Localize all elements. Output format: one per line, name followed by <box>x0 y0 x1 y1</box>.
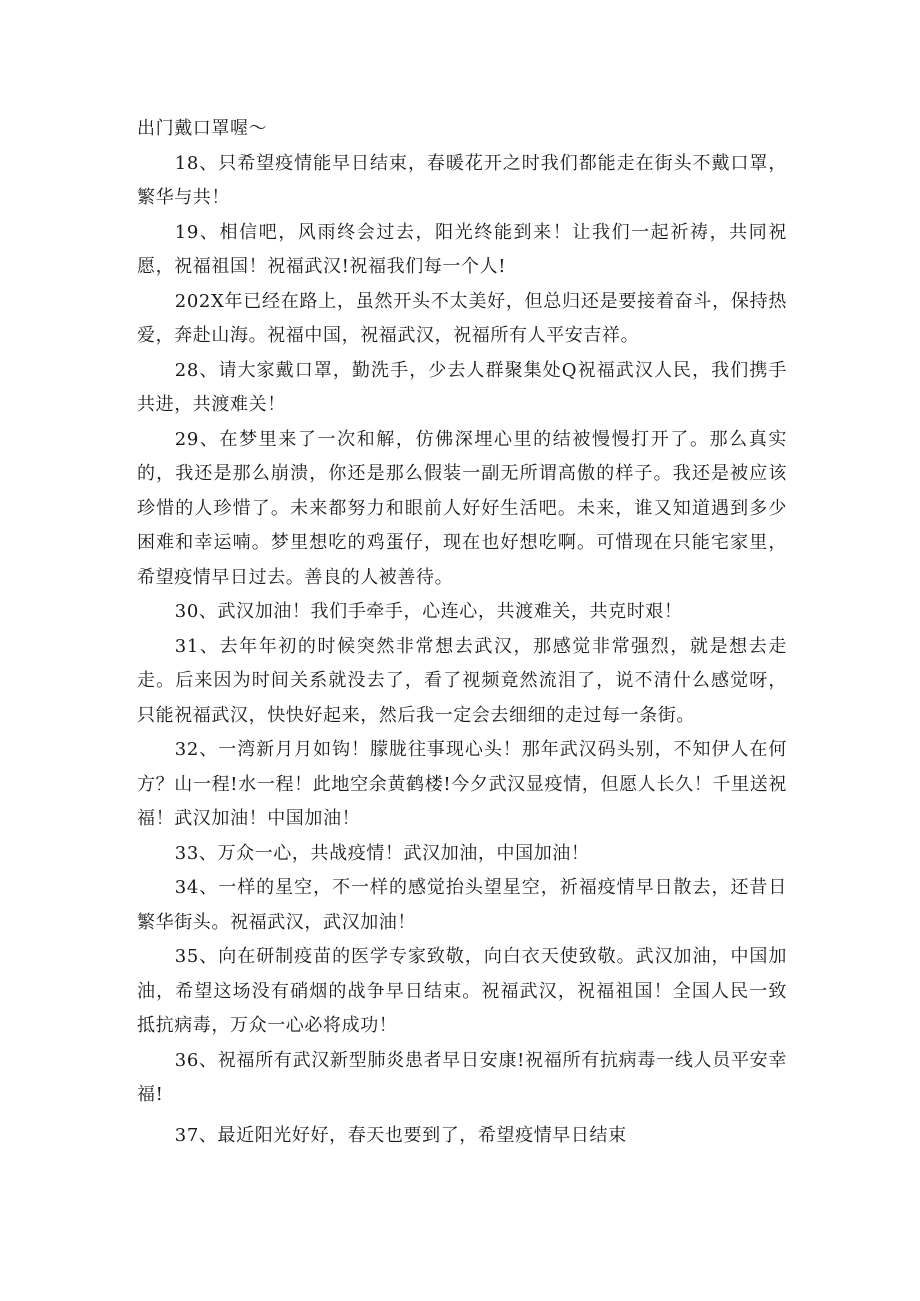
paragraph-35: 35、向在研制疫苗的医学专家致敬，向白衣天使致敬。武汉加油，中国加油，希望这场没有硝烟的战争早日结束。祝福武汉，祝福祖国！全国人民一致抵抗病毒，万众一心必将成功！ <box>137 946 787 1036</box>
paragraph-34: 34、一样的星空，不一样的感觉抬头望星空，祈福疫情早日散去，还昔日繁华街头。祝福武汉，武汉加油！ <box>137 877 787 933</box>
document-body <box>137 112 787 1153</box>
paragraph-19: 19、相信吧，风雨终会过去，阳光终能到来！让我们一起祈祷，共同祝愿，祝福祖国！祝福武汉!祝福我们每一个人! <box>137 221 787 277</box>
paragraph-29: 29、在梦里来了一次和解，仿佛深埋心里的结被慢慢打开了。那么真实的，我还是那么崩溃，你还是那么假装一副无所谓高傲的样子。我还是被应该珍惜的人珍惜了。未来都努力和眼前人好好生活吧。未来，谁又知道遇到多少困难和幸运喃。梦里想吃的鸡蛋仔，现在也好想吃啊。可惜现在只能宅家里，希望疫情早日过去。善良的人被善待。 <box>137 428 787 588</box>
paragraph-31: 31、去年年初的时候突然非常想去武汉，那感觉非常强烈，就是想去走走。后来因为时间关系就没去了，看了视频竟然流泪了，说不清什么感觉呀，只能祝福武汉，快快好起来，然后我一定会去细细的走过每一条街。 <box>137 635 787 726</box>
paragraph-36: 36、祝福所有武汉新型肺炎患者早日安康!祝福所有抗病毒一线人员平安幸福! <box>137 1049 787 1105</box>
paragraph-28: 28、请大家戴口罩，勤洗手，少去人群聚集处Q祝福武汉人民，我们携手共进，共渡难关！ <box>137 359 787 415</box>
paragraph-202x: 202X年已经在路上，虽然开头不太美好，但总归还是要接着奋斗，保持热爱，奔赴山海。祝福中国，祝福武汉，祝福所有人平安吉祥。 <box>137 290 787 346</box>
paragraph-18: 18、只希望疫情能早日结束，春暖花开之时我们都能走在街头不戴口罩，繁华与共！ <box>137 152 787 208</box>
paragraph-continuation: 出门戴口罩喔～ <box>137 118 268 139</box>
paragraph-30: 30、武汉加油！我们手牵手，心连心，共渡难关，共克时艰！ <box>174 601 683 622</box>
paragraph-33: 33、万众一心，共战疫情！武汉加油，中国加油！ <box>174 842 590 864</box>
paragraph-37: 37、最近阳光好好，春天也要到了，希望疫情早日结束 <box>174 1124 627 1146</box>
paragraph-32: 32、一湾新月月如钩！朦胧往事现心头！那年武汉码头别，不知伊人在何方？山一程!水一程！此地空余黄鹤楼!今夕武汉显疫情，但愿人长久！千里送祝福！武汉加油！中国加油！ <box>137 739 787 829</box>
